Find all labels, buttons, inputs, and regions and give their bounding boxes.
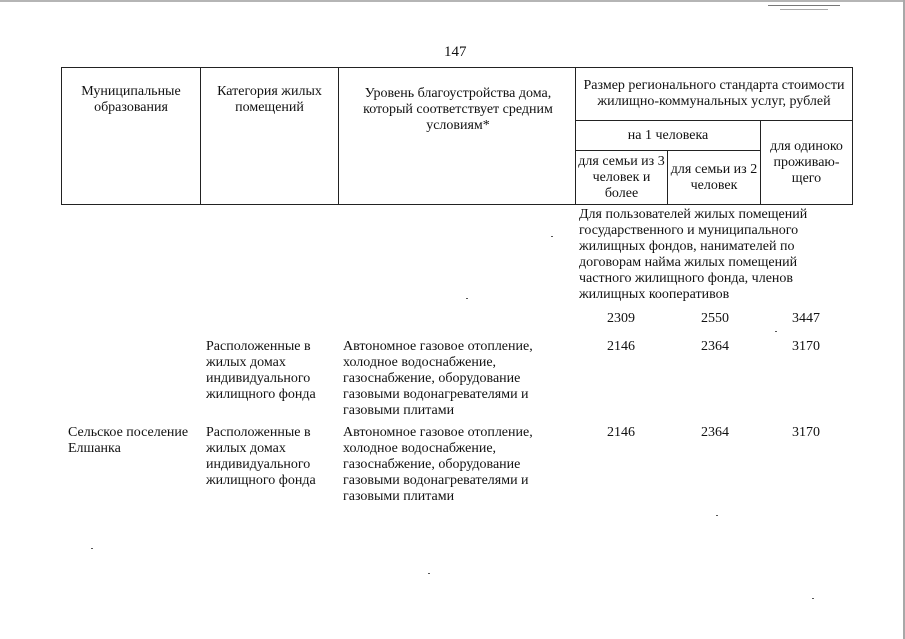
row-family2: 2364 <box>701 425 729 440</box>
scan-speck <box>812 598 814 599</box>
row-single: 3170 <box>792 425 820 440</box>
row-category: Расположенные в жилых домах индивидуального жилищного фонда <box>206 339 316 402</box>
scan-speck <box>428 573 430 574</box>
row-single: 3170 <box>792 339 820 354</box>
header-family2: для семьи из 2 человек <box>670 161 758 193</box>
scan-speck <box>466 298 468 299</box>
header-category: Категория жилых помещений <box>217 84 322 115</box>
header-per-person: на 1 человека <box>627 127 709 143</box>
group-value-single: 3447 <box>792 311 820 326</box>
row-category: Расположенные в жилых домах индивидуального жилищного фонда <box>206 425 316 488</box>
scan-speck <box>91 548 93 549</box>
scan-corner-mark <box>768 5 840 6</box>
header-amenities: Уровень благоустройства дома, который соответствует средним условиям* <box>363 86 553 133</box>
row-family3: 2146 <box>607 425 635 440</box>
scan-corner-mark <box>780 9 828 10</box>
row-municipality: Сельское поселение Елшанка <box>68 425 189 456</box>
header-standard-title: Размер регионального стандарта стоимости жилищно-коммунальных услуг, рублей <box>583 78 845 109</box>
header-municipality: Муниципальные образования <box>81 84 181 115</box>
header-single: для одиноко проживаю-щего <box>770 138 843 186</box>
page-number: 147 <box>444 44 467 60</box>
row-family2: 2364 <box>701 339 729 354</box>
row-amenities: Автономное газовое отопление, холодное водоснабжение, газоснабжение, оборудование газовыми водонагревателями и газовыми плитами <box>343 339 533 418</box>
scan-speck <box>775 331 777 332</box>
scan-speck <box>551 236 553 237</box>
header-family3: для семьи из 3 человек и более <box>578 153 665 201</box>
row-family3: 2146 <box>607 339 635 354</box>
group-value-family2: 2550 <box>701 311 729 326</box>
scan-speck <box>716 515 718 516</box>
row-amenities: Автономное газовое отопление, холодное водоснабжение, газоснабжение, оборудование газовыми водонагревателями и газовыми плитами <box>343 425 533 504</box>
group-note: Для пользователей жилых помещений государственного и муниципального жилищных фондов, нанимателей по договорам найма жилых помещений частного жилищного фонда, членов жилищных кооперативов <box>579 207 808 302</box>
scan-top-edge <box>0 0 905 2</box>
group-value-family3: 2309 <box>607 311 635 326</box>
